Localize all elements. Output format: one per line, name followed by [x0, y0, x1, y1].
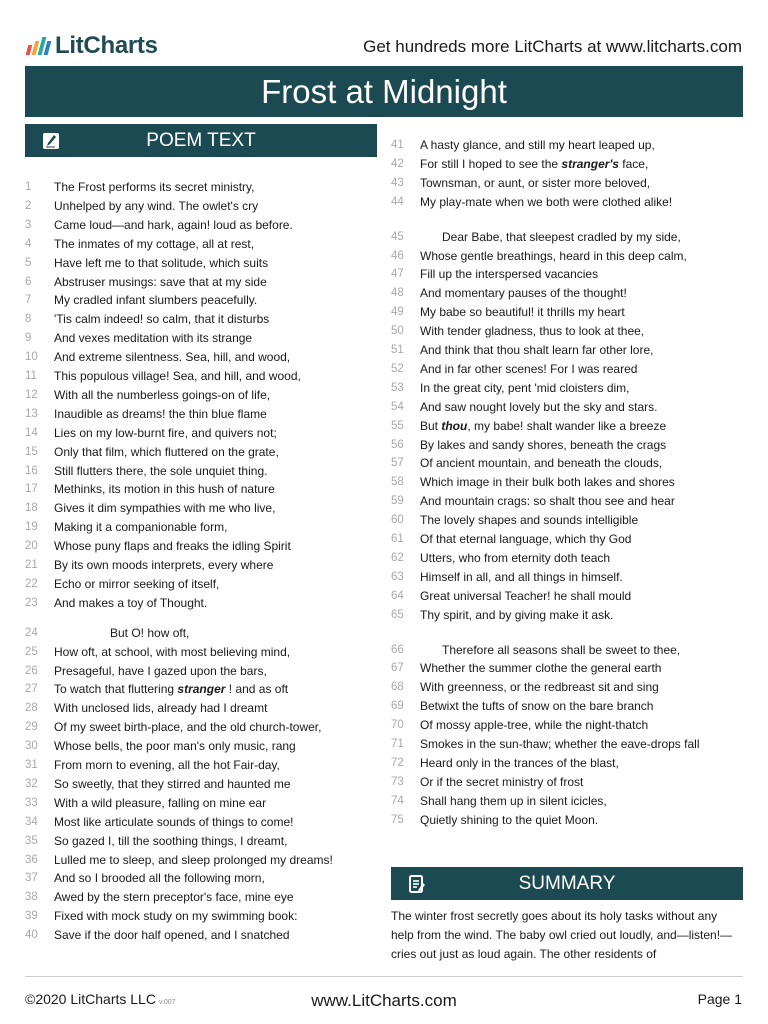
title-bar [25, 66, 743, 117]
litcharts-logo [28, 32, 158, 60]
line-text: The Frost performs its secret ministry, [54, 180, 255, 194]
line-number: 35 [25, 834, 38, 847]
line-number: 14 [25, 426, 38, 439]
line-text: Gives it dim sympathies with me who live, [54, 501, 276, 516]
line-text: Awed by the stern preceptor's face, mine eye [54, 890, 294, 905]
line-text: So gazed I, till the soothing things, I dreamt, [54, 833, 288, 848]
line-text: By its own moods interprets, every where [54, 558, 274, 572]
line-number: 50 [391, 325, 404, 338]
line-number: 38 [25, 891, 38, 904]
line-number: 12 [25, 388, 38, 401]
quill-document-icon [39, 129, 63, 153]
line-number: 8 [25, 313, 32, 326]
line-number: 64 [391, 589, 404, 602]
line-text: Or if the secret ministry of frost [420, 774, 584, 789]
line-number: 55 [391, 419, 404, 432]
line-text: My babe so beautiful! it thrills my heart [420, 305, 625, 320]
line-number: 1 [25, 181, 32, 193]
line-text: And so I brooded all the following morn, [54, 871, 265, 886]
line-text: Fixed with mock study on my swimming book: [54, 909, 298, 924]
line-text: Dear Babe, that sleepest cradled by my side, [442, 229, 681, 244]
line-text: How oft, at school, with most believing mind, [54, 644, 291, 659]
line-number: 31 [25, 759, 38, 771]
line-text: Making it a companionable form, [54, 520, 228, 535]
line-text: The inmates of my cottage, all at rest, [54, 236, 255, 251]
line-text: And extreme silentness. Sea, hill, and wood, [54, 350, 291, 365]
line-text: And mountain crags: so shalt thou see and hear [420, 494, 675, 509]
promo-text: Get hundreds more LitCharts at www.litcharts.com [363, 37, 742, 56]
line-number: 56 [391, 438, 404, 451]
line-number: 10 [25, 351, 38, 364]
summary-paragraph: The winter frost secretly goes about its holy tasks without any help from the wind. The baby owl cried out loudly, and—listen!—cries out just as loud again. The other residents of [391, 909, 733, 961]
line-text: Himself in all, and all things in himself. [420, 569, 623, 584]
line-number: 23 [25, 596, 38, 609]
line-text: Which image in their bulk both lakes and shores [420, 475, 675, 490]
line-text: Lies on my low-burnt fire, and quivers not; [54, 425, 277, 440]
line-text: Great universal Teacher! he shall mould [420, 588, 632, 603]
line-text: Of mossy apple-tree, while the night-thatch [420, 718, 649, 733]
line-number: 34 [25, 815, 38, 828]
line-number: 45 [391, 230, 404, 243]
line-text: Whether the summer clothe the general earth [420, 661, 662, 676]
line-number: 48 [391, 287, 404, 300]
line-text: Whose bells, the poor man's only music, rang [54, 739, 296, 754]
logo-bars-icon [26, 37, 53, 55]
poem-text-header [25, 124, 377, 157]
line-text: Unhelped by any wind. The owlet's cry [54, 198, 259, 213]
line-text: With a wild pleasure, falling on mine ear [54, 795, 267, 810]
line-number: 59 [391, 495, 404, 508]
line-number: 17 [25, 483, 38, 496]
line-number: 54 [391, 400, 404, 413]
line-number: 58 [391, 476, 404, 489]
poem-text-title: POEM TEXT [146, 129, 256, 151]
line-number: 67 [391, 662, 404, 675]
line-number: 63 [391, 570, 404, 583]
line-number: 4 [25, 237, 32, 250]
line-text: But thou, my babe! shalt wander like a breeze [420, 418, 667, 433]
footer-divider [25, 976, 743, 977]
line-text: Thy spirit, and by giving make it ask. [420, 607, 614, 622]
line-text: Of my sweet birth-place, and the old church-tower, [54, 720, 322, 735]
line-number: 60 [391, 514, 404, 527]
line-text: To watch that fluttering stranger ! and as oft [54, 682, 289, 697]
line-number: 18 [25, 502, 38, 515]
line-number: 28 [25, 702, 38, 715]
line-text: By lakes and sandy shores, beneath the crags [420, 437, 667, 452]
line-number: 20 [25, 540, 38, 553]
line-number: 40 [25, 929, 38, 942]
line-number: 36 [25, 853, 38, 866]
line-text: For still I hoped to see the stranger's face, [420, 156, 649, 171]
line-number: 71 [391, 738, 404, 750]
line-text: Presageful, have I gazed upon the bars, [54, 663, 267, 678]
line-text: Whose puny flaps and freaks the idling Spirit [54, 539, 291, 554]
line-text: The lovely shapes and sounds intelligible [420, 513, 639, 528]
line-text: Most like articulate sounds of things to come! [54, 814, 294, 829]
line-number: 44 [391, 195, 404, 208]
version-label: v.007 [158, 999, 176, 1006]
line-number: 43 [391, 176, 404, 189]
summary-header [391, 867, 743, 900]
line-number: 33 [25, 796, 38, 809]
emphasized-word: thou [441, 418, 468, 433]
line-text: This populous village! Sea, and hill, and wood, [54, 369, 301, 383]
line-text: With greenness, or the redbreast sit and sing [420, 680, 659, 695]
line-number: 32 [25, 777, 38, 790]
line-number: 49 [391, 306, 404, 319]
line-text: So sweetly, that they stirred and haunted me [54, 776, 291, 791]
line-number: 37 [25, 872, 38, 885]
logo-text: LitCharts [55, 32, 158, 59]
line-text: But O! how oft, [110, 625, 190, 640]
line-number: 73 [391, 775, 404, 788]
line-text: Have left me to that solitude, which suits [54, 255, 269, 270]
line-number: 22 [25, 577, 38, 590]
page-number: Page 1 [697, 991, 742, 1007]
line-number: 42 [391, 157, 404, 170]
line-number: 3 [25, 218, 32, 231]
line-text: Shall hang them up in silent icicles, [420, 793, 607, 808]
line-text: Therefore all seasons shall be sweet to thee, [442, 642, 681, 657]
line-number: 21 [25, 559, 38, 571]
line-number: 46 [391, 249, 404, 262]
line-text: Whose gentle breathings, heard in this deep calm, [420, 248, 687, 263]
emphasized-word: stranger [177, 682, 226, 697]
line-text: Still flutters there, the sole unquiet thing. [54, 463, 268, 478]
line-text: With all the numberless goings-on of life, [54, 387, 271, 402]
line-text: With unclosed lids, already had I dreamt [54, 701, 268, 716]
line-number: 75 [391, 813, 404, 826]
line-text: Abstruser musings: save that at my side [54, 274, 267, 289]
line-number: 6 [25, 275, 32, 288]
line-text: A hasty glance, and still my heart leaped up, [420, 138, 655, 152]
line-text: And think that thou shalt learn far other lore, [420, 343, 654, 357]
line-number: 19 [25, 521, 38, 534]
line-text: In the great city, pent 'mid cloisters dim, [420, 380, 630, 395]
line-text: Heard only in the trances of the blast, [420, 755, 619, 770]
line-text: And saw nought lovely but the sky and stars. [420, 399, 658, 414]
line-number: 68 [391, 681, 404, 694]
line-number: 15 [25, 445, 38, 458]
line-number: 27 [25, 683, 38, 696]
line-number: 2 [25, 199, 32, 212]
line-number: 7 [25, 294, 32, 307]
line-number: 30 [25, 740, 38, 753]
line-number: 47 [391, 268, 404, 281]
line-text: Fill up the interspersed vacancies [420, 267, 599, 282]
line-number: 41 [391, 139, 404, 151]
line-number: 74 [391, 794, 404, 807]
line-number: 29 [25, 721, 38, 734]
page-title: Frost at Midnight [261, 72, 507, 110]
line-number: 61 [391, 533, 404, 545]
line-text: Betwixt the tufts of snow on the bare branch [420, 699, 654, 714]
line-number: 16 [25, 464, 38, 477]
line-text: Smokes in the sun-thaw; whether the eave-drops fall [420, 737, 700, 751]
line-number: 26 [25, 664, 38, 677]
line-number: 51 [391, 344, 404, 356]
line-number: 25 [25, 645, 38, 658]
line-number: 70 [391, 719, 404, 732]
line-text: Lulled me to sleep, and sleep prolonged my dreams! [54, 852, 333, 867]
line-number: 9 [25, 332, 32, 345]
line-text: Came loud—and hark, again! loud as before. [54, 217, 293, 232]
line-number: 72 [391, 756, 404, 769]
line-text: Echo or mirror seeking of itself, [54, 576, 220, 591]
notepad-icon [405, 872, 429, 896]
line-text: From morn to evening, all the hot Fair-day, [54, 758, 280, 772]
line-text: My play-mate when we both were clothed alike! [420, 194, 673, 209]
line-number: 69 [391, 700, 404, 713]
line-number: 39 [25, 910, 38, 923]
line-text: And momentary pauses of the thought! [420, 286, 627, 301]
line-text: And in far other scenes! For I was reared [420, 361, 638, 376]
line-number: 13 [25, 407, 38, 420]
line-number: 57 [391, 457, 404, 470]
line-text: Quietly shining to the quiet Moon. [420, 812, 599, 827]
line-number: 24 [25, 626, 38, 639]
line-text: 'Tis calm indeed! so calm, that it disturbs [54, 312, 270, 327]
line-number: 66 [391, 643, 404, 656]
line-text: Utters, who from eternity doth teach [420, 550, 611, 565]
line-text: With tender gladness, thus to look at thee, [420, 324, 645, 339]
line-number: 11 [25, 370, 37, 382]
line-number: 53 [391, 381, 404, 394]
line-text: And makes a toy of Thought. [54, 595, 208, 610]
emphasized-word: stranger's [561, 156, 619, 171]
line-text: And vexes meditation with its strange [54, 331, 253, 346]
line-text: Save if the door half opened, and I snatched [54, 928, 290, 943]
line-text: Methinks, its motion in this hush of nature [54, 482, 275, 497]
line-text: My cradled infant slumbers peacefully. [54, 293, 258, 308]
copyright-label: ©2020 LitCharts LLC [25, 991, 156, 1007]
summary-title: SUMMARY [518, 872, 616, 894]
line-number: 52 [391, 362, 404, 375]
line-number: 62 [391, 551, 404, 564]
site-link[interactable]: www.LitCharts.com [311, 991, 457, 1010]
line-text: Of ancient mountain, and beneath the clouds, [420, 456, 663, 471]
line-number: 65 [391, 608, 404, 621]
line-text: Of that eternal language, which thy God [420, 532, 632, 546]
line-text: Only that film, which fluttered on the grate, [54, 444, 279, 459]
line-text: Inaudible as dreams! the thin blue flame [54, 406, 267, 421]
line-number: 5 [25, 256, 32, 269]
line-text: Townsman, or aunt, or sister more beloved, [420, 175, 651, 190]
